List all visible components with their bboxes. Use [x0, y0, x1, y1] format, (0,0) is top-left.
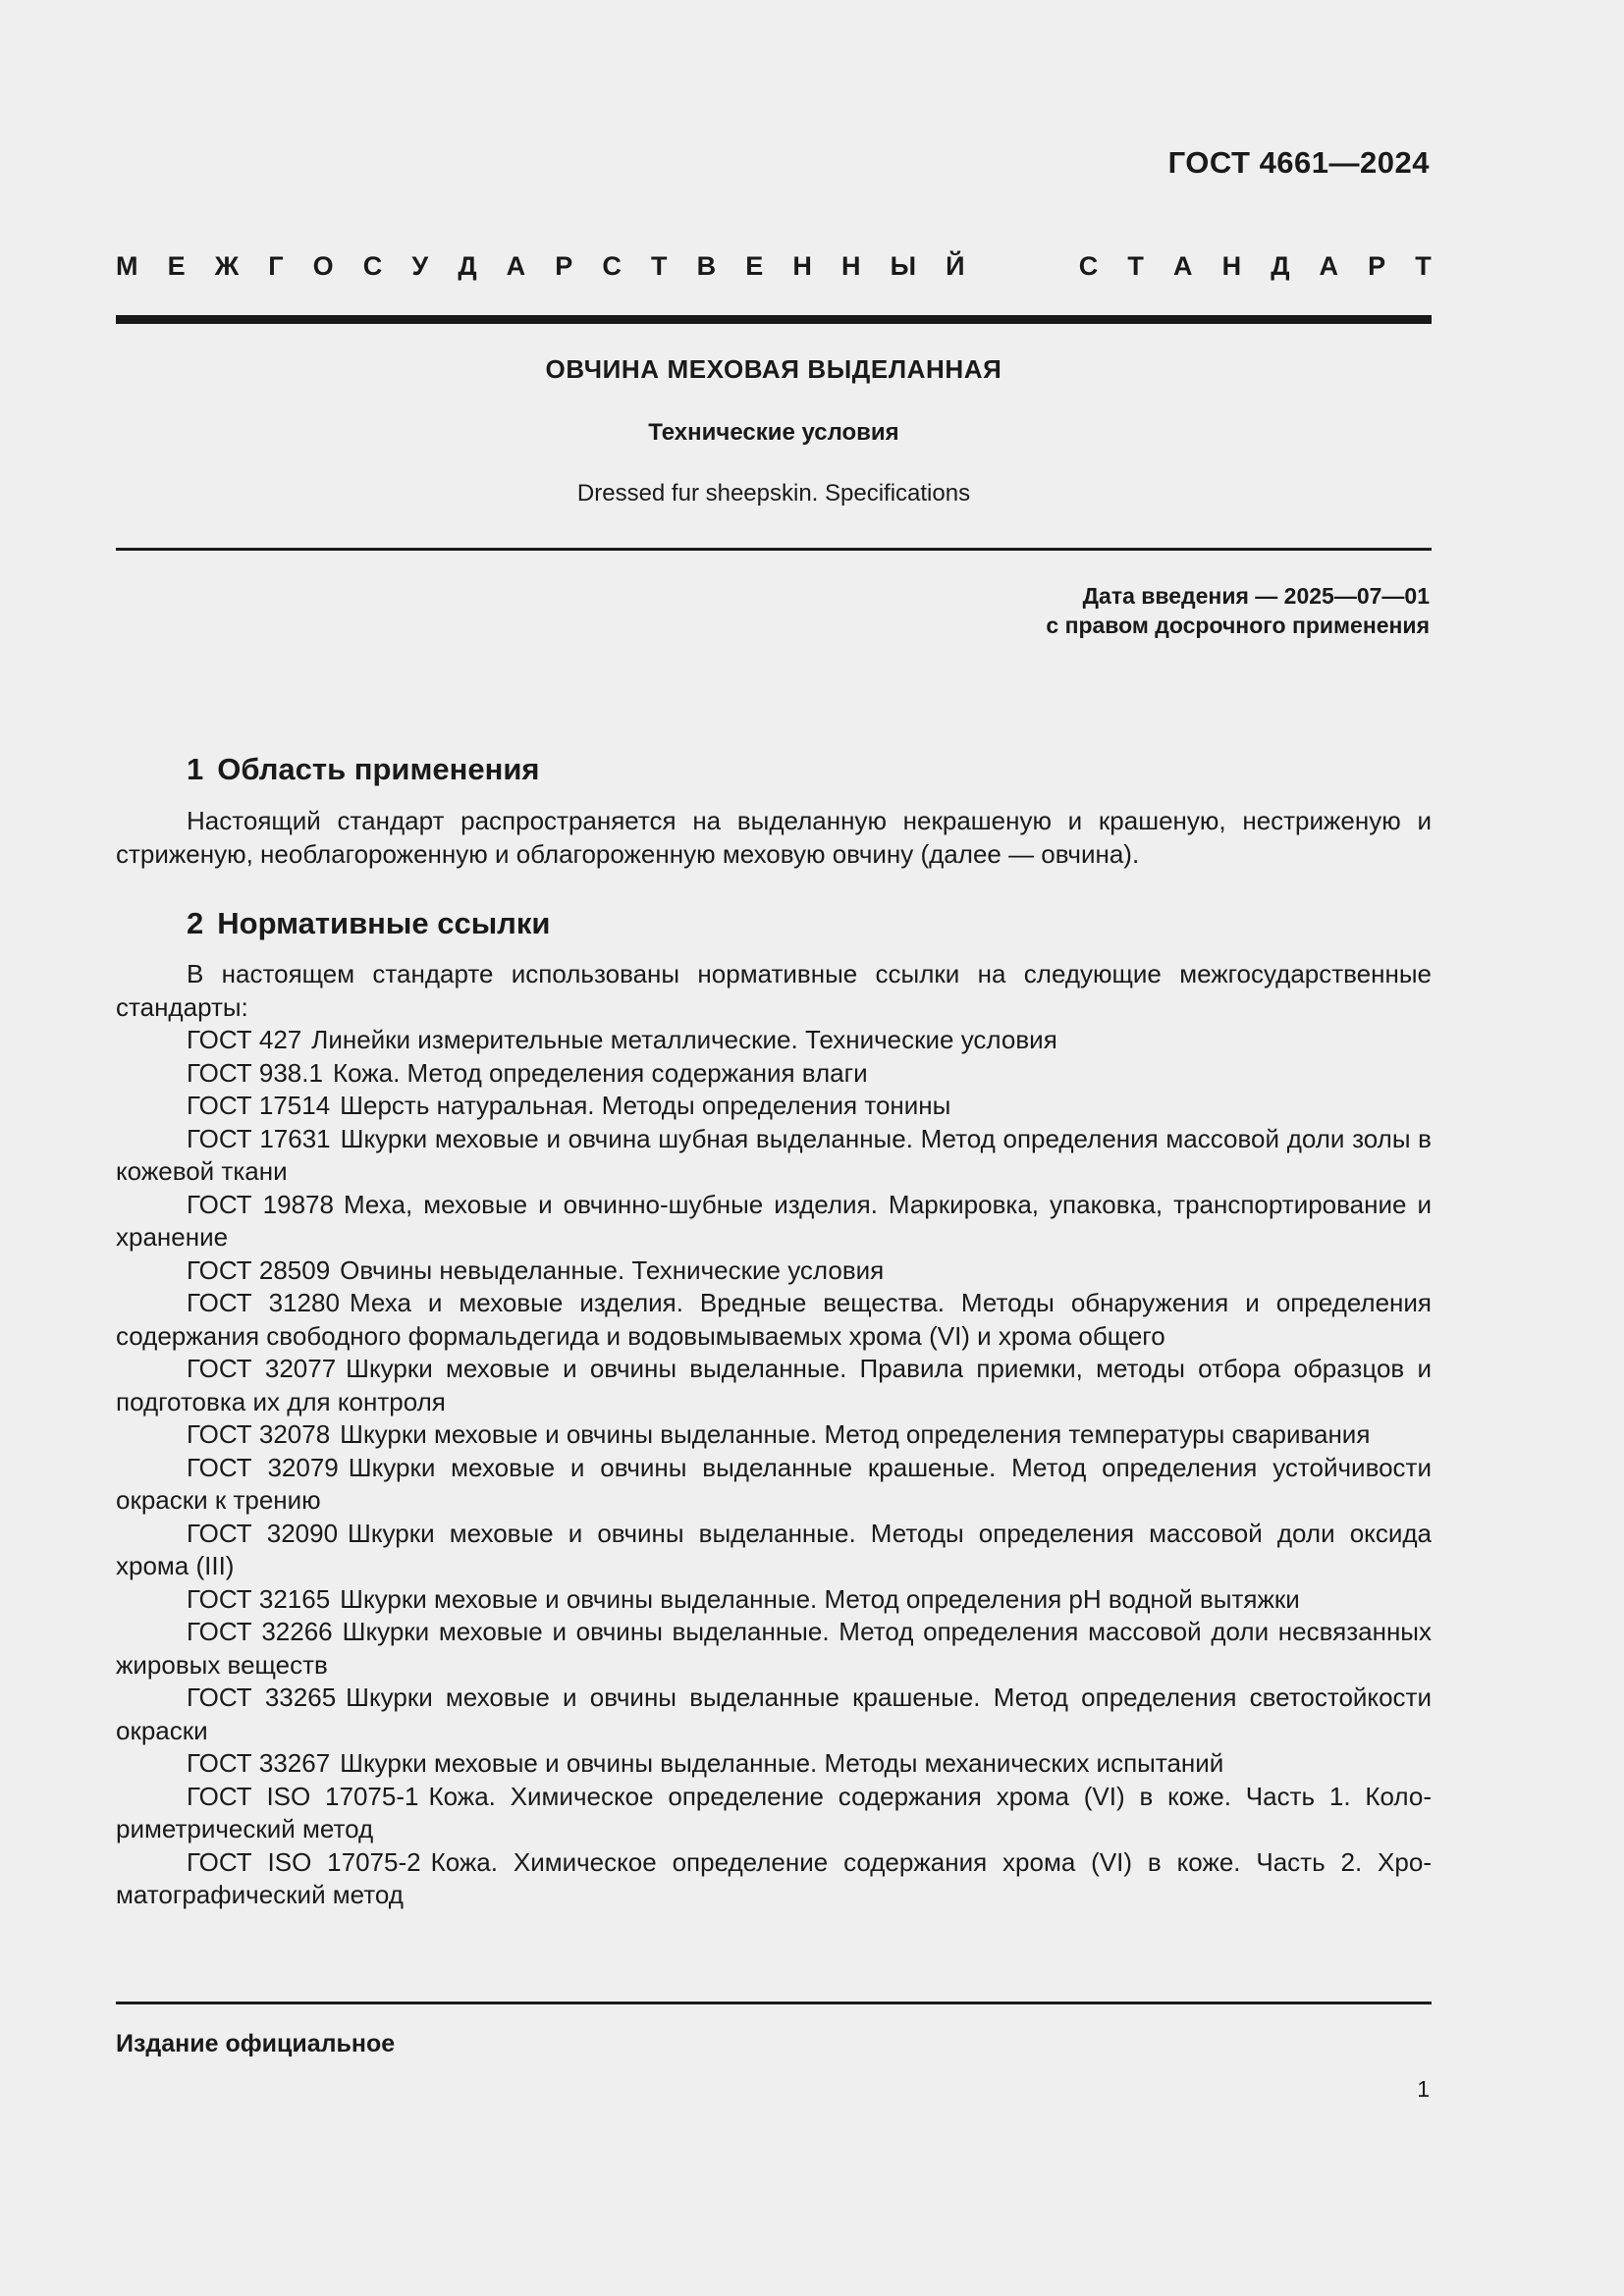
reference-code: ГОСТ 19878: [187, 1189, 334, 1219]
early-application-line: с правом досрочного применения: [1046, 613, 1430, 638]
reference-title: Шкурки меховые и овчины выделанные крашеные. Метод определения светостойкости окраски: [116, 1682, 1432, 1745]
kind-letter: Д: [1271, 251, 1290, 281]
reference-code: ГОСТ 28509: [187, 1255, 331, 1285]
reference-code: ГОСТ 32090: [187, 1518, 339, 1548]
intro-date: [644, 581, 1430, 640]
kind-letter: О: [312, 251, 334, 281]
reference-code: ГОСТ 31280: [187, 1288, 340, 1317]
kind-letter: Н: [1221, 251, 1242, 281]
section-2-title: Нормативные ссылки: [217, 906, 551, 940]
reference-title: Шкурки меховые и овчины выделанные. Методы механических испытаний: [340, 1748, 1224, 1778]
title-rule: [116, 548, 1432, 551]
reference-item: [116, 1123, 1432, 1189]
reference-item: [116, 1616, 1432, 1682]
kind-letter: Т: [651, 251, 668, 281]
reference-title: Кожа. Метод определения содержания влаги: [332, 1057, 868, 1088]
edition-label: Издание официальное: [116, 2030, 396, 2057]
header-rule: [116, 315, 1432, 324]
reference-item: [116, 1255, 1432, 1288]
reference-code: ГОСТ 427: [187, 1025, 302, 1054]
reference-title: Меха, меховые и овчинно-шубные изделия. Маркировка, упаковка, транспортирование и хранение: [116, 1189, 1432, 1252]
reference-title: Шкурки меховые и овчины выделанные. Методы определения массовой доли оксида хрома (III): [116, 1518, 1432, 1580]
reference-title: Шкурки меховые и овчины выделанные. Метод определения температуры сваривания: [340, 1419, 1371, 1449]
kind-letter: Г: [268, 251, 284, 281]
kind-letter: Е: [745, 251, 764, 281]
kind-letter: В: [696, 251, 717, 281]
kind-letter: Ж: [214, 251, 240, 281]
kind-letter: Н: [792, 251, 812, 281]
reference-code: ГОСТ 32079: [187, 1452, 339, 1482]
kind-letter: Т: [1415, 251, 1432, 281]
reference-item: [116, 1090, 1432, 1123]
kind-letter: Й: [946, 251, 965, 281]
reference-code: ГОСТ 17631: [187, 1123, 331, 1153]
kind-letter: С: [1078, 251, 1099, 281]
reference-item: [116, 1024, 1432, 1057]
reference-item: [116, 1418, 1432, 1452]
standard-kind-heading: [116, 251, 1432, 281]
reference-title: Овчины невыделанные. Технические условия: [340, 1255, 885, 1285]
reference-code: ГОСТ 32165: [187, 1583, 331, 1614]
section-2-intro: В настоящем стандарте использованы нормативные ссылки на следующие межгосударственные стандарты:: [116, 959, 1432, 1022]
kind-letter: Н: [840, 251, 861, 281]
kind-letter: А: [1172, 251, 1193, 281]
reference-item: [116, 1747, 1432, 1781]
reference-item: [116, 1518, 1432, 1583]
footer-rule: [116, 2002, 1432, 2004]
reference-code: ГОСТ 17514: [187, 1091, 331, 1120]
section-1-number: 1: [187, 752, 204, 786]
section-2-heading: [116, 904, 1432, 943]
reference-title: Шерсть натуральная. Методы определения тонины: [340, 1091, 951, 1120]
reference-item: [116, 1057, 1432, 1091]
reference-code: ГОСТ ISO 17075-2: [187, 1846, 421, 1877]
reference-item: [116, 1287, 1432, 1353]
reference-title: Кожа. Химическое определение содержания хрома (VI) в коже. Часть 1. Колориметрический метод: [116, 1781, 1432, 1843]
reference-item: [116, 1452, 1432, 1518]
kind-letter: А: [1319, 251, 1339, 281]
kind-letter: Д: [458, 251, 477, 281]
kind-letter: М: [116, 251, 138, 281]
kind-letter: Т: [1127, 251, 1144, 281]
kind-letter: А: [506, 251, 526, 281]
reference-code: ГОСТ 938.1: [187, 1057, 323, 1088]
kind-letter: Е: [167, 251, 186, 281]
normative-references-list: [116, 1024, 1432, 1912]
document-body: [116, 750, 1432, 1912]
reference-title: Меха и меховые изделия. Вредные вещества. Методы обнаружения и определения содержания свободного формальдегида и водовымываемых хрома (VI) и хрома общего: [116, 1288, 1433, 1351]
reference-code: ГОСТ 32077: [187, 1354, 337, 1383]
reference-title: Шкурки меховые и овчины выделанные. Метод определения массовой доли несвязанных жировых веществ: [116, 1617, 1432, 1680]
document-number: ГОСТ 4661—2024: [1167, 145, 1430, 180]
reference-code: ГОСТ 33267: [187, 1748, 331, 1778]
reference-title: Шкурки меховые и овчина шубная выделанные. Метод определения массовой доли золы в кожевой ткани: [116, 1123, 1432, 1186]
reference-item: [116, 1583, 1432, 1617]
kind-letter: С: [602, 251, 622, 281]
reference-title: Кожа. Химическое определение содержания хрома (VI) в коже. Часть 2. Хроматографический метод: [116, 1846, 1432, 1909]
section-2-number: 2: [187, 906, 204, 940]
kind-letter: Р: [1368, 251, 1386, 281]
document-title: ОВЧИНА МЕХОВАЯ ВЫДЕЛАННАЯ: [545, 354, 1002, 384]
section-1-title: Область применения: [217, 752, 540, 786]
reference-title: Шкурки меховые и овчины выделанные. Правила приемки, методы отбора образцов и подготовка их для контроля: [116, 1354, 1432, 1416]
reference-code: ГОСТ 32266: [187, 1617, 333, 1646]
intro-date-line: Дата введения — 2025—07—01: [1082, 583, 1430, 609]
reference-item: [116, 1846, 1432, 1912]
reference-item: [116, 1353, 1432, 1418]
section-1-heading: [116, 750, 1432, 789]
reference-code: ГОСТ 33265: [187, 1682, 337, 1712]
document-subtitle: Технические условия: [648, 419, 899, 446]
kind-letter: Р: [555, 251, 573, 281]
kind-letter: У: [411, 251, 429, 281]
reference-title: Шкурки меховые и овчины выделанные. Метод определения pH водной вытяжки: [340, 1583, 1300, 1614]
page-number: 1: [1417, 2076, 1430, 2102]
reference-item: [116, 1682, 1432, 1747]
kind-letter: Ы: [890, 251, 917, 281]
reference-code: ГОСТ ISO 17075-1: [187, 1781, 419, 1811]
document-title-english: Dressed fur sheepskin. Specifications: [576, 480, 971, 507]
reference-title: Линейки измерительные металлические. Технические условия: [311, 1025, 1057, 1054]
reference-title: Шкурки меховые и овчины выделанные крашеные. Метод определения устойчивости окраски к трению: [116, 1452, 1432, 1515]
section-1-text: Настоящий стандарт распространяется на выделанную некрашеную и крашеную, нестриженую и стриженую, необлагороженную и облагороженную меховую овчину (далее — овчина).: [116, 806, 1432, 869]
reference-item: [116, 1189, 1432, 1255]
kind-word-gap: [995, 251, 1050, 281]
reference-code: ГОСТ 32078: [187, 1419, 331, 1449]
reference-item: [116, 1781, 1432, 1846]
kind-letter: С: [362, 251, 383, 281]
